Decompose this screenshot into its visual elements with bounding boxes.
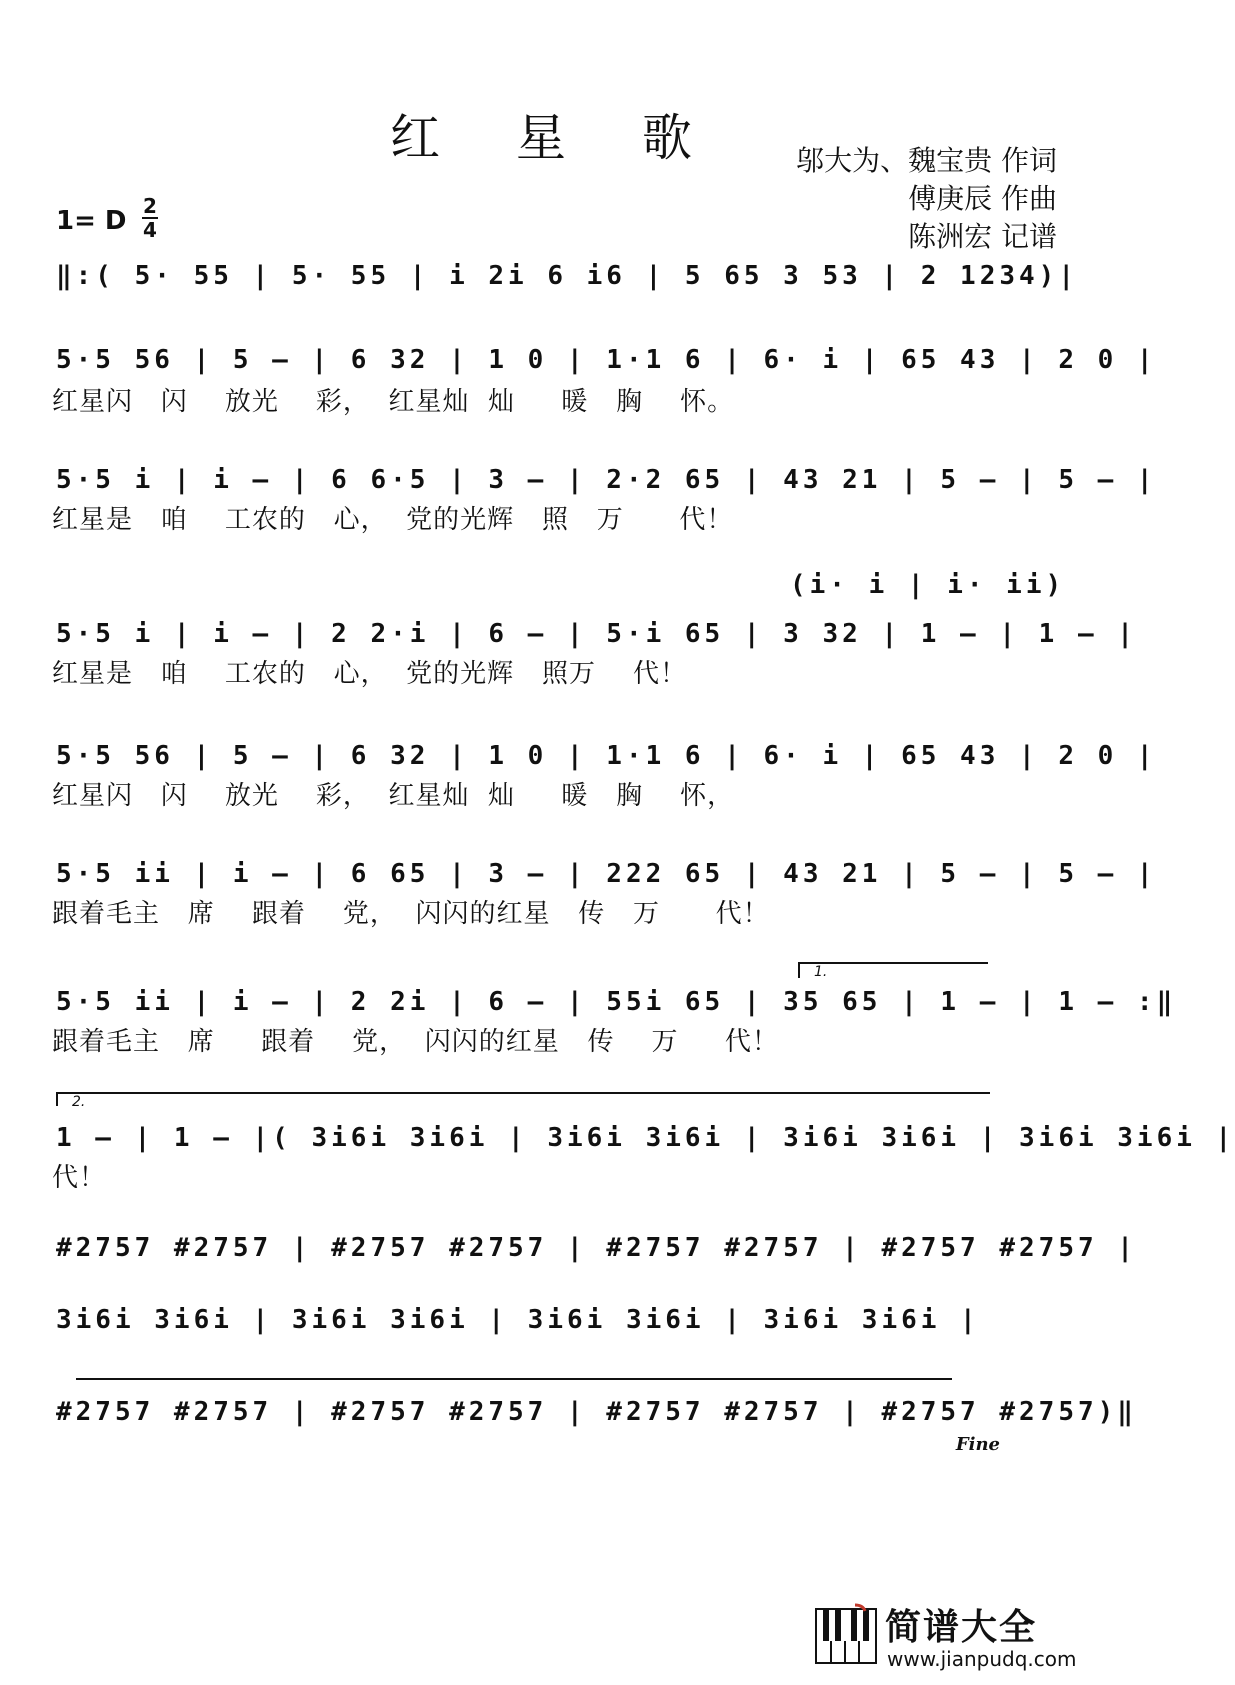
lyrics-line-7: 跟着毛主 席 跟着 党， 闪闪的红星 传 万 代！ [52, 1027, 779, 1057]
volta-1 [798, 962, 988, 978]
notes: 5·5 ii | i – | 2 2i | 6 – | 55i 65 | 35 65 | 1 – | 1 – :‖ [56, 987, 1177, 1017]
notes: 5·5 56 | 5 – | 6 32 | 1 0 | 1·1 6 | 6· i | 65 43 | 2 0 | [56, 741, 1157, 771]
volta-2 [56, 1092, 98, 1110]
key-signature: 1= D [56, 206, 127, 236]
volta-2-line [56, 1092, 990, 1094]
notes: 5·5 i | i – | 2 2·i | 6 – | 5·i 65 | 3 32 | 1 – | 1 – | [56, 619, 1137, 649]
lyrics-line-3: 红星是 咱 工农的 心， 党的光辉 照 万 代！ [52, 505, 734, 535]
lyrics-line-6: 跟着毛主 席 跟着 党， 闪闪的红星 传 万 代！ [52, 899, 770, 929]
notes: 5·5 ii | i – | 6 65 | 3 – | 222 65 | 43 21 | 5 – | 5 – | [56, 859, 1157, 889]
piano-icon [815, 1603, 877, 1665]
score-line-6 [56, 850, 1157, 898]
score-line-10 [56, 1296, 1060, 1344]
transcriber: 陈洲宏 记谱 [908, 220, 1057, 253]
lyricist: 邬大为、魏宝贵 作词 [796, 144, 1057, 177]
lyrics-line-2: 红星闪 闪 放光 彩， 红星灿 灿 暖 胸 怀。 [52, 387, 735, 417]
fine-marking: Fine [955, 1434, 1000, 1455]
score-line-8 [56, 1114, 1235, 1162]
score-line-4 [56, 610, 1137, 658]
score-line-11 [56, 1388, 1137, 1436]
notes: #2757 #2757 | #2757 #2757 | #2757 #2757 | #2757 #2757)‖ [56, 1397, 1137, 1427]
time-signature-top: 2 [143, 194, 157, 218]
score-line-9 [56, 1224, 1137, 1272]
score-line-7 [56, 978, 1177, 1026]
score-line-3 [56, 456, 1157, 504]
notes: #2757 #2757 | #2757 #2757 | #2757 #2757 | #2757 #2757 | [56, 1233, 1137, 1263]
ossia-notes: (i· i | i· ii) [790, 570, 1066, 600]
divider-line [76, 1378, 952, 1380]
composer: 傅庚辰 作曲 [908, 182, 1057, 215]
lyrics-line-5: 红星闪 闪 放光 彩， 红星灿 灿 暖 胸 怀， [52, 781, 735, 811]
notes: 5·5 i | i – | 6 6·5 | 3 – | 2·2 65 | 43 21 | 5 – | 5 – | [56, 465, 1157, 495]
brand-name: 简谱大全 [885, 1607, 1038, 1648]
time-signature [140, 196, 160, 240]
notes: 1 – | 1 – |( 3i6i 3i6i | 3i6i 3i6i | 3i6i 3i6i | 3i6i 3i6i | [56, 1123, 1235, 1153]
score-line-5 [56, 732, 1157, 780]
brand-url: www.jianpudq.com [887, 1647, 1077, 1671]
volta-1-label: 1. [814, 964, 828, 980]
notes: ‖:( 5· 55 | 5· 55 | i 2i 6 i6 | 5 65 3 53 | 2 1234)| [56, 261, 1078, 291]
notes: 5·5 56 | 5 – | 6 32 | 1 0 | 1·1 6 | 6· i | 65 43 | 2 0 | [56, 345, 1157, 375]
volta-2-label: 2. [72, 1094, 86, 1110]
time-signature-bottom: 4 [143, 218, 157, 242]
score-line-1 [56, 252, 1078, 300]
credits [796, 142, 1057, 256]
lyrics-line-4: 红星是 咱 工农的 心， 党的光辉 照万 代！ [52, 659, 688, 689]
page-title: 红 星 歌 [390, 109, 722, 167]
lyrics-line-8: 代！ [52, 1163, 107, 1193]
notes: 3i6i 3i6i | 3i6i 3i6i | 3i6i 3i6i | 3i6i 3i6i | [56, 1305, 980, 1335]
score-line-2 [56, 336, 1157, 384]
site-logo [815, 1599, 1100, 1679]
